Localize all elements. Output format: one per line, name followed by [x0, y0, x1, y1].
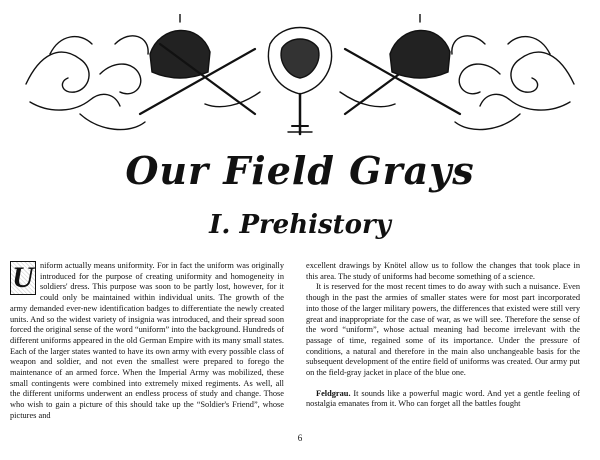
- drop-cap: U: [10, 261, 36, 295]
- lead-word: Feldgrau.: [316, 388, 351, 398]
- right-column: [306, 261, 580, 447]
- paragraph-continued: excellent drawings by Knötel allow us to follow the changes that took place in this area. The study of uniforms had become something of a science.: [306, 261, 580, 281]
- paragraph-feldgrau-text: It sounds like a powerful magic word. And yet a gentle feeling of nostalgia emanates from it. Who can forget all the battles fought: [306, 388, 580, 409]
- page-number: 6: [297, 433, 303, 443]
- page-title: Our Field Grays: [125, 148, 475, 193]
- heraldic-ornament-banner: [20, 14, 580, 136]
- paragraph-feldgrau: [306, 389, 580, 410]
- paragraph-second: It is reserved for the most recent times to do away with such a nuisance. Even though in the past the armies of smaller states were for most part incorporated into those of the larger military powers, the differences that existed were still very great and inappropriate for the case of war, as we will see. Therefore the sense of the word “uniform”, whose actual meaning had become irrelevant with the passage of time, regained some of its importance. Under the pressure of conditions, a natural and therefore in the main also unchangeable basis for the subsequent development of the entire field of uniforms was created. Our army put on the field-gray jacket in place of the blue one.: [306, 282, 580, 378]
- paragraph-intro: niform actually means uniformity. For in fact the uniform was originally introduced for the purpose of creating uniformity and homogeneity in soldiers' dress. This purpose was soon to be partly lost, however, for it could only be maintained within individual units. The growth of the army demanded ever-new identification badges to differentiate the newly created units. And so the widest variety of insignia was introduced, and their spread soon forced the original sense of the word “uniform” into the background. Hundreds of different uniforms appeared in the old German Empire with its many small states. Each of the larger states wanted to have its own army with every possible class of weapon and soldier, and not even the smallest were prepared to forego the maintenance of an armed force. When the Imperial Army was mobilized, these small contingents were combined into extremely mixed regiments. As well, all the different uniforms underwent an endless process of study and change. Those who wish to gain a picture of this should take up the “Soldier's Friend”, whose pictures and: [10, 261, 284, 420]
- ornament-drawing: [20, 14, 580, 136]
- left-column: [10, 261, 284, 447]
- section-heading: I. Prehistory: [209, 210, 391, 240]
